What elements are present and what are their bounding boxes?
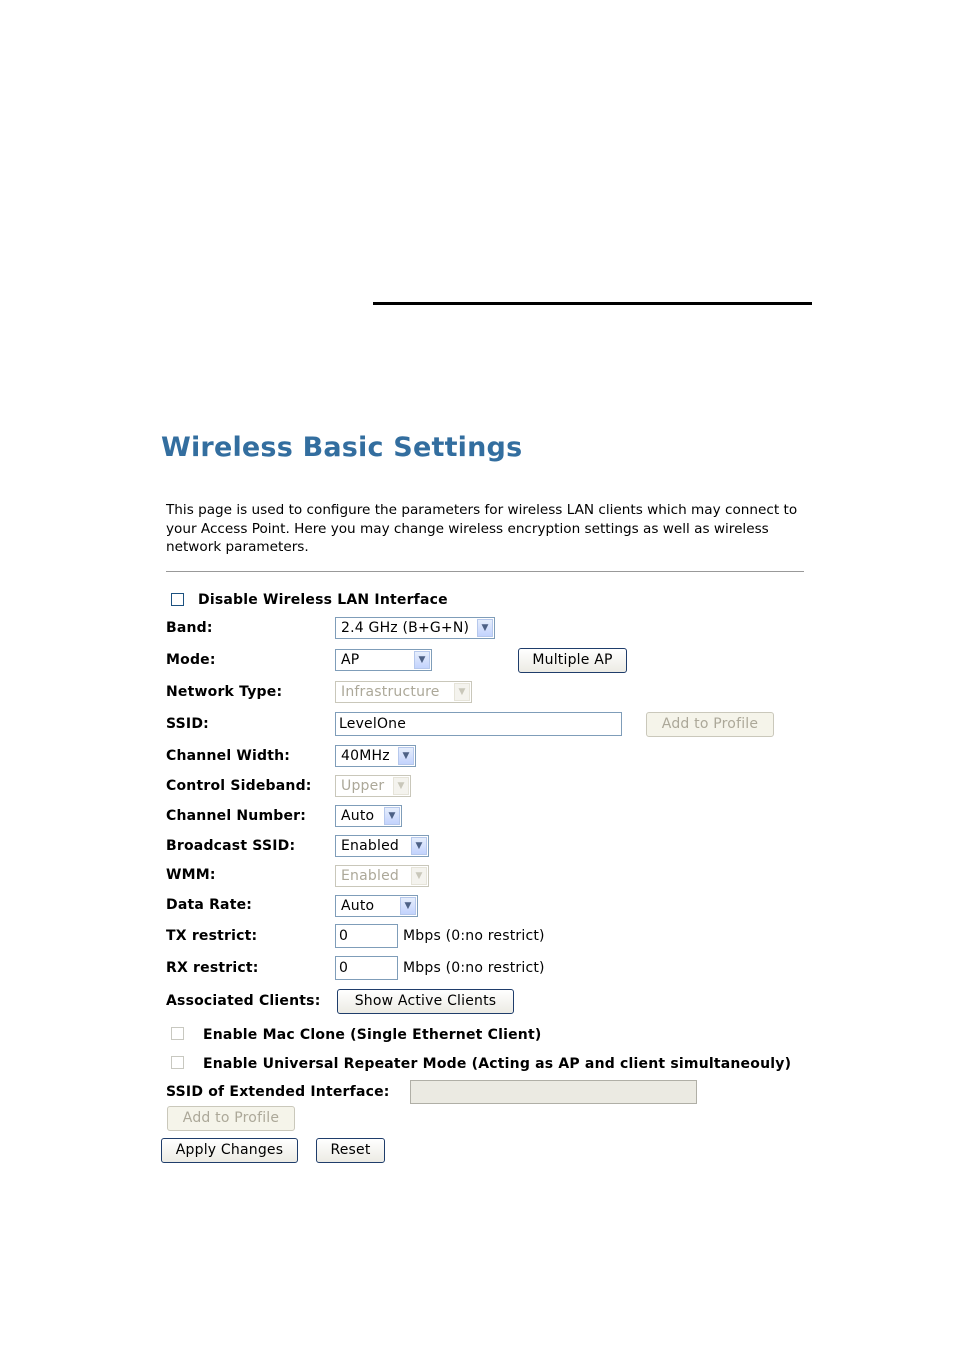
chevron-down-icon: ▼ (411, 837, 427, 855)
chevron-down-icon: ▼ (393, 777, 409, 795)
channel-width-value: 40MHz (341, 748, 390, 764)
ssid-add-to-profile-button[interactable]: Add to Profile (646, 712, 774, 737)
broadcast-ssid-value: Enabled (341, 838, 399, 854)
header-rule (373, 302, 812, 305)
mode-select[interactable] (335, 649, 432, 671)
wmm-select[interactable] (335, 865, 429, 887)
band-select[interactable] (335, 617, 495, 639)
control-sideband-value: Upper (341, 778, 385, 794)
channel-number-value: Auto (341, 808, 375, 824)
tx-restrict-label: TX restrict: (166, 928, 258, 944)
apply-changes-button[interactable]: Apply Changes (161, 1138, 298, 1163)
mode-label: Mode: (166, 652, 216, 668)
extended-add-to-profile-button[interactable]: Add to Profile (167, 1106, 295, 1131)
page-title: Wireless Basic Settings (161, 432, 523, 463)
multiple-ap-button[interactable]: Multiple AP (518, 648, 627, 673)
rx-restrict-input[interactable] (335, 956, 398, 980)
reset-button[interactable]: Reset (316, 1138, 385, 1163)
page-description: This page is used to configure the parameters for wireless LAN clients which may connect to your Access Point. Here you may change wireless encryption settings as well as wireless network parameters. (166, 502, 798, 555)
chevron-down-icon: ▼ (454, 683, 470, 701)
channel-width-label: Channel Width: (166, 748, 291, 764)
channel-number-label: Channel Number: (166, 808, 307, 824)
tx-restrict-input[interactable] (335, 924, 398, 948)
show-active-clients-button[interactable]: Show Active Clients (337, 989, 514, 1014)
rx-restrict-label: RX restrict: (166, 960, 259, 976)
section-divider (166, 571, 804, 572)
data-rate-label: Data Rate: (166, 897, 253, 913)
band-label: Band: (166, 620, 213, 636)
tx-restrict-unit: Mbps (0:no restrict) (403, 928, 545, 944)
control-sideband-label: Control Sideband: (166, 778, 312, 794)
chevron-down-icon: ▼ (477, 619, 493, 637)
network-type-select[interactable] (335, 681, 472, 703)
wmm-label: WMM: (166, 867, 216, 883)
associated-clients-label: Associated Clients: (166, 993, 321, 1009)
data-rate-value: Auto (341, 898, 375, 914)
mac-clone-checkbox[interactable] (171, 1027, 184, 1040)
universal-repeater-checkbox[interactable] (171, 1056, 184, 1069)
mac-clone-label: Enable Mac Clone (Single Ethernet Client) (203, 1027, 542, 1043)
rx-restrict-unit: Mbps (0:no restrict) (403, 960, 545, 976)
chevron-down-icon: ▼ (398, 747, 414, 765)
universal-repeater-label: Enable Universal Repeater Mode (Acting as AP and client simultaneouly) (203, 1056, 792, 1072)
channel-width-select[interactable] (335, 745, 416, 767)
chevron-down-icon: ▼ (411, 867, 427, 885)
ssid-input[interactable] (335, 712, 622, 736)
data-rate-select[interactable] (335, 895, 418, 917)
disable-wlan-label: Disable Wireless LAN Interface (198, 592, 448, 608)
network-type-label: Network Type: (166, 684, 283, 700)
broadcast-ssid-label: Broadcast SSID: (166, 838, 296, 854)
mode-value: AP (341, 652, 360, 668)
broadcast-ssid-select[interactable] (335, 835, 429, 857)
chevron-down-icon: ▼ (414, 651, 430, 669)
ssid-label: SSID: (166, 716, 209, 732)
chevron-down-icon: ▼ (384, 807, 400, 825)
network-type-value: Infrastructure (341, 684, 440, 700)
extended-ssid-label: SSID of Extended Interface: (166, 1084, 390, 1100)
disable-wlan-checkbox[interactable] (171, 593, 184, 606)
ssid-value: LevelOne (339, 716, 407, 732)
tx-restrict-value: 0 (339, 928, 349, 944)
extended-ssid-input[interactable] (410, 1080, 697, 1104)
rx-restrict-value: 0 (339, 960, 349, 976)
control-sideband-select[interactable] (335, 775, 411, 797)
chevron-down-icon: ▼ (400, 897, 416, 915)
channel-number-select[interactable] (335, 805, 402, 827)
wmm-value: Enabled (341, 868, 399, 884)
band-value: 2.4 GHz (B+G+N) (341, 620, 470, 636)
